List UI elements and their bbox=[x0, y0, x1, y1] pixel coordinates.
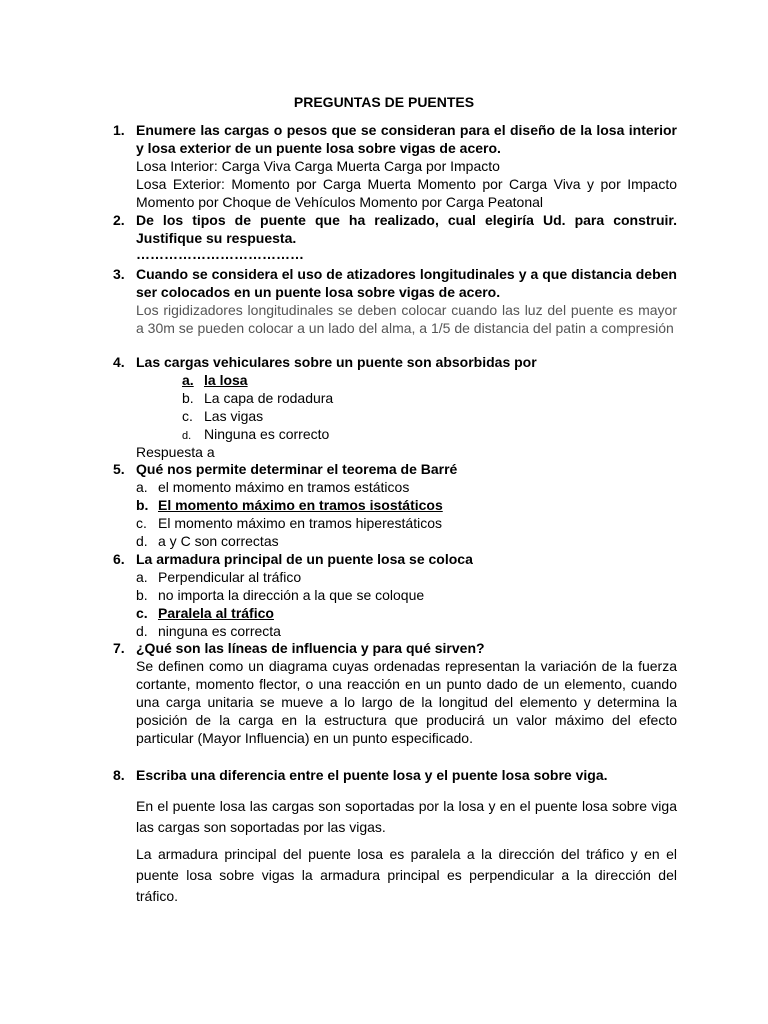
option-c bbox=[136, 514, 677, 532]
option-letter: b. bbox=[182, 390, 194, 406]
question-number: 5. bbox=[113, 461, 125, 477]
option-d bbox=[136, 532, 677, 550]
answer-text: Los rigidizadores longitudinales se deben colocar cuando las luz del puente es mayor a 30m se pueden colocar a un lado del alma, a 1/5 de distancia del patin a compresión bbox=[136, 302, 677, 336]
question-1 bbox=[113, 121, 677, 211]
question-6 bbox=[113, 550, 677, 640]
question-text: Cuando se considera el uso de atizadores longitudinales y a que distancia deben ser colocados en un puente losa sobre vigas de acero. bbox=[136, 266, 677, 300]
option-letter: c. bbox=[136, 515, 147, 531]
question-number: 8. bbox=[113, 767, 125, 783]
option-text: la losa bbox=[204, 372, 248, 388]
answer-paragraph-1: En el puente losa las cargas son soportadas por la losa y en el puente losa sobre viga las cargas son soportadas por las vigas. bbox=[136, 798, 677, 835]
option-text: a y C son correctas bbox=[158, 533, 279, 549]
answer-paragraph-2: La armadura principal del puente losa es paralela a la dirección del tráfico y en el puente losa sobre vigas la armadura principal es perpendicular a la dirección del tráfico. bbox=[136, 846, 677, 904]
option-a-correct bbox=[182, 371, 677, 389]
answer-text: Se definen como un diagrama cuyas ordenadas representan la variación de la fuerza cortante, momento flector, o una reacción en un punto dado de un elemento, cuando una carga unitaria se mueve a lo largo de la longitud del elemento y determina la posición de la carga en la estructura que producirá un valor máximo del efecto particular (Mayor Influencia) en un punto especificado. bbox=[136, 658, 677, 746]
question-4 bbox=[113, 353, 677, 461]
answer-interior: Losa Interior: Carga Viva Carga Muerta Carga por Impacto bbox=[136, 158, 500, 174]
option-letter: d. bbox=[182, 430, 192, 442]
option-b bbox=[182, 389, 677, 407]
question-text: De los tipos de puente que ha realizado, cual elegiría Ud. para construir. Justifique su respuesta. bbox=[136, 212, 677, 246]
question-text: La armadura principal de un puente losa se coloca bbox=[136, 551, 473, 567]
question-number: 7. bbox=[113, 640, 125, 656]
option-d bbox=[182, 425, 677, 443]
option-letter: a. bbox=[182, 372, 194, 388]
option-b-correct bbox=[136, 496, 677, 514]
option-text: no importa la dirección a la que se coloque bbox=[158, 587, 425, 603]
options-list bbox=[136, 478, 677, 550]
option-text: Paralela al tráfico bbox=[158, 605, 274, 621]
question-text: ¿Qué son las líneas de influencia y para qué sirven? bbox=[136, 640, 485, 656]
option-letter: d. bbox=[136, 623, 148, 639]
option-text: El momento máximo en tramos isostáticos bbox=[158, 497, 443, 513]
page-title: PREGUNTAS DE PUENTES bbox=[293, 94, 475, 110]
option-letter: b. bbox=[136, 587, 148, 603]
answer-blank: ……………………………… bbox=[136, 247, 304, 261]
option-d bbox=[136, 622, 677, 640]
question-text: Las cargas vehiculares sobre un puente son absorbidas por bbox=[136, 354, 537, 370]
response-text: Respuesta a bbox=[136, 444, 215, 460]
option-c-correct bbox=[136, 604, 677, 622]
question-7 bbox=[113, 639, 677, 747]
option-letter: c. bbox=[182, 408, 193, 424]
options-list bbox=[136, 371, 677, 443]
option-c bbox=[182, 407, 677, 425]
question-number: 4. bbox=[113, 354, 125, 370]
option-a bbox=[136, 568, 677, 586]
options-list bbox=[136, 568, 677, 640]
option-letter: c. bbox=[136, 605, 148, 621]
answer-exterior: Losa Exterior: Momento por Carga Muerta Momento por Carga Viva y por Impacto Momento por Choque de Vehículos Momento por Carga Peatonal bbox=[136, 176, 677, 210]
option-text: El momento máximo en tramos hiperestáticos bbox=[158, 515, 442, 531]
option-text: La capa de rodadura bbox=[204, 390, 334, 406]
option-letter: a. bbox=[136, 569, 148, 585]
question-text: Enumere las cargas o pesos que se consideran para el diseño de la losa interior y losa exterior de un puente losa sobre vigas de acero. bbox=[136, 122, 677, 156]
option-letter: a. bbox=[136, 479, 148, 495]
option-a bbox=[136, 478, 677, 496]
option-text: el momento máximo en tramos estáticos bbox=[158, 479, 410, 495]
option-text: Las vigas bbox=[204, 408, 264, 424]
option-letter: b. bbox=[136, 497, 149, 513]
question-number: 1. bbox=[113, 122, 125, 138]
question-text: Qué nos permite determinar el teorema de Barré bbox=[136, 461, 458, 477]
question-5 bbox=[113, 460, 677, 550]
option-text: Ninguna es correcto bbox=[204, 426, 330, 442]
question-number: 6. bbox=[113, 551, 125, 567]
option-text: ninguna es correcta bbox=[158, 623, 281, 639]
question-number: 2. bbox=[113, 212, 125, 228]
option-text: Perpendicular al tráfico bbox=[158, 569, 302, 585]
question-3 bbox=[113, 265, 677, 337]
option-b bbox=[136, 586, 677, 604]
option-letter: d. bbox=[136, 533, 148, 549]
question-text: Escriba una diferencia entre el puente losa y el puente losa sobre viga. bbox=[136, 767, 608, 783]
question-8 bbox=[113, 766, 677, 784]
question-number: 3. bbox=[113, 266, 125, 282]
question-2 bbox=[113, 211, 677, 261]
